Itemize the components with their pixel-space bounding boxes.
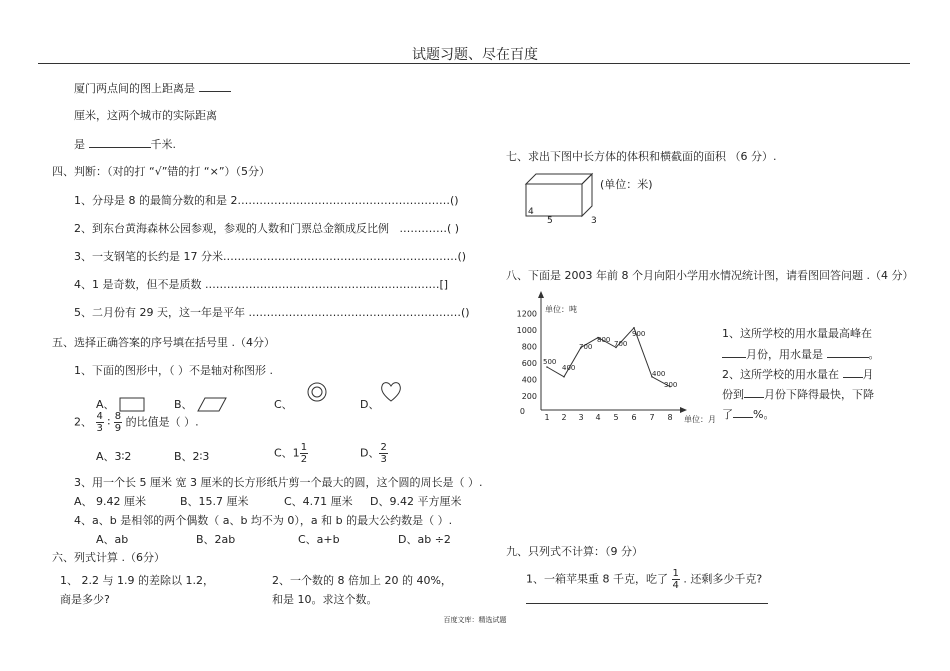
data-label: 500 [543,358,557,366]
choice-q4-opt-d[interactable]: D、ab ÷2 [398,533,451,546]
data-point [563,376,565,378]
cuboid-figure [520,166,600,228]
intro-line-1: 厦门两点间的图上距离是 [74,80,231,96]
answer-bracket[interactable]: [] [439,278,449,291]
data-label: 400 [652,370,666,378]
x-tick-label: 5 [613,413,619,422]
choice-q1-opt-d[interactable]: D、 [360,398,380,411]
answer-blank[interactable] [744,397,764,398]
judge-item-3: 3、一支钢笔的长约是 17 分米.………………………………………………………() [74,250,467,263]
choice-q3-opt-b[interactable]: B、15.7 厘米 [180,495,249,508]
section-4-title: 四、判断：（对的打 “√”错的打 “×”）（5分） [52,165,271,178]
y-tick-label: 200 [521,392,537,401]
y-tick-label: 1000 [516,326,537,335]
data-label: 900 [632,330,646,338]
fraction: $\frac{8}{9}$ [114,411,122,434]
x-tick-label: 4 [595,413,601,422]
data-label: 300 [664,381,678,389]
answer-bracket[interactable]: () [460,306,470,319]
y-zero-label: 0 [519,407,525,416]
chart-q2-line-1: 2、这所学校的用水量在 月 [722,368,874,381]
heart-shape-icon [380,380,402,404]
cuboid-dim-width: 3 [591,216,597,226]
cuboid-dim-height: 4 [528,207,534,217]
x-tick-label: 2 [561,413,567,422]
judge-item-5: 5、二月份有 29 天，这一年是平年 .…………………………………………………() [74,306,470,319]
choice-q3-opt-a[interactable]: A、 9.42 厘米 [74,495,147,508]
choice-q2-opt-a[interactable]: A、3∶2 [96,450,132,463]
answer-blank[interactable] [722,357,746,358]
x-tick-label: 8 [667,413,673,422]
answer-blank[interactable] [843,377,863,378]
calc-q2-line-2: 和是 10。求这个数。 [272,593,378,606]
intro-line-3: 是 千米. [74,138,176,151]
choice-q4-opt-b[interactable]: B、2ab [196,533,236,546]
answer-bracket[interactable]: () [457,250,467,263]
choice-q3: 3、用一个长 5 厘米 宽 3 厘米的长方形纸片剪一个最大的圆，这个圆的周长是（ ）. [74,476,483,489]
cuboid-dim-length: 5 [547,216,553,226]
data-label: 400 [562,364,576,372]
judge-item-4: 4、1 是奇数，但不是质数 .………………………………………………………[] [74,278,449,291]
choice-q2-opt-c[interactable]: C、1 $\frac{1}{2}$ [274,442,308,465]
fraction: $\frac{4}{3}$ [96,411,103,434]
chart-q2-line-2: 份到 月份下降得最快，下降 [722,388,874,401]
concentric-circles-icon [306,380,328,404]
calc-q2-line-1: 2、一个数的 8 倍加上 20 的 40%， [272,574,452,587]
calc-q1-line-1: 1、 2.2 与 1.9 的差除以 1.2， [60,574,214,587]
page-header: 试题习题、尽在百度 [412,47,538,63]
data-label: 700 [614,340,628,348]
x-axis-arrow-icon [680,407,687,413]
header-rule [38,63,910,64]
answer-bracket[interactable]: () [449,194,459,207]
choice-q1: 1、下面的图形中，（ ）不是轴对称图形 . [74,364,273,377]
parallelogram-shape-icon [196,397,228,413]
section-9-title: 九、只列式不计算：（9 分） [506,545,643,558]
judge-item-1: 1、分母是 8 的最简分数的和是 2.…………………………………………………() [74,194,459,207]
y-tick-label: 600 [521,359,537,368]
y-axis-arrow-icon [538,291,544,298]
chart-q1-line-1: 1、这所学校的用水量最高峰在 [722,327,872,340]
choice-q2-opt-d[interactable]: D、 $\frac{2}{3}$ [360,442,387,465]
choice-q4: 4、a、b 是相邻的两个偶数（ a、b 均不为 0），a 和 b 的最大公约数是（ ）. [74,514,453,527]
x-tick-label: 1 [544,413,550,422]
fraction: $\frac{2}{3}$ [380,442,387,465]
chart-q1-line-2: 月份，用水量是 。 [722,346,880,362]
answer-blank[interactable] [733,417,753,418]
choice-q4-opt-a[interactable]: A、ab [96,533,129,546]
choice-q2-opt-b[interactable]: B、2∶3 [174,450,210,463]
section-8-title: 八、下面是 2003 年前 8 个月向阳小学用水情况统计图，请看图回答问题 .（4 分） [506,269,914,282]
fraction: $\frac{1}{2}$ [300,442,308,465]
data-label: 700 [579,343,593,351]
chart-q2-line-3: 了 %。 [722,408,775,421]
answer-blank[interactable] [827,357,869,358]
calc-q1-line-2: 商是多少? [60,593,110,606]
y-axis-unit-label: 单位：吨 [545,305,577,314]
page-footer: 百度文库：精选试题 [443,616,507,624]
data-label: 800 [597,336,611,344]
x-tick-label: 3 [578,413,584,422]
choice-q3-opt-d[interactable]: D、9.42 平方厘米 [370,495,462,508]
y-tick-label: 800 [521,342,537,352]
choice-q1-opt-a[interactable]: A、 [96,396,146,413]
data-point [633,327,635,329]
water-usage-line-chart [506,288,716,434]
choice-q1-opt-b[interactable]: B、 [174,396,228,413]
judge-item-2: 2、到东台黄海森林公园参观，参观的人数和门票总金额成反比例 .…………( ) [74,222,460,235]
y-tick-label: 400 [521,375,537,385]
section-7-title: 七、求出下图中长方体的体积和横截面的面积 （6 分）. [506,150,777,163]
answer-bracket[interactable]: ( ) [447,222,460,235]
y-tick-label: 1200 [516,309,537,319]
fraction: $\frac{1}{4}$ [672,568,679,591]
x-axis-unit-label: 单位：月 [684,415,716,424]
cuboid-unit-label: (单位：米) [600,178,653,191]
section-5-title: 五、选择正确答案的序号填在括号里 .（4分） [52,336,275,349]
choice-q4-opt-c[interactable]: C、a+b [298,533,340,546]
intro-line-2: 厘米，这两个城市的实际距离 [74,109,217,122]
answer-line[interactable] [526,603,768,604]
section-6-title: 六、列式计算 .（6分） [52,551,165,564]
x-tick-label: 7 [649,413,655,422]
choice-q2: 2、 $\frac{4}{3}$ ∶ $\frac{8}{9}$ 的比值是（ ）. [74,411,199,434]
choice-q1-opt-c[interactable]: C、 [274,398,293,411]
x-tick-label: 6 [631,413,637,422]
list-formula-q1: 1、一箱苹果重 8 千克，吃了 $\frac{1}{4}$ . 还剩多少千克? [526,568,763,591]
choice-q3-opt-c[interactable]: C、4.71 厘米 [284,495,353,508]
data-point [546,366,548,368]
